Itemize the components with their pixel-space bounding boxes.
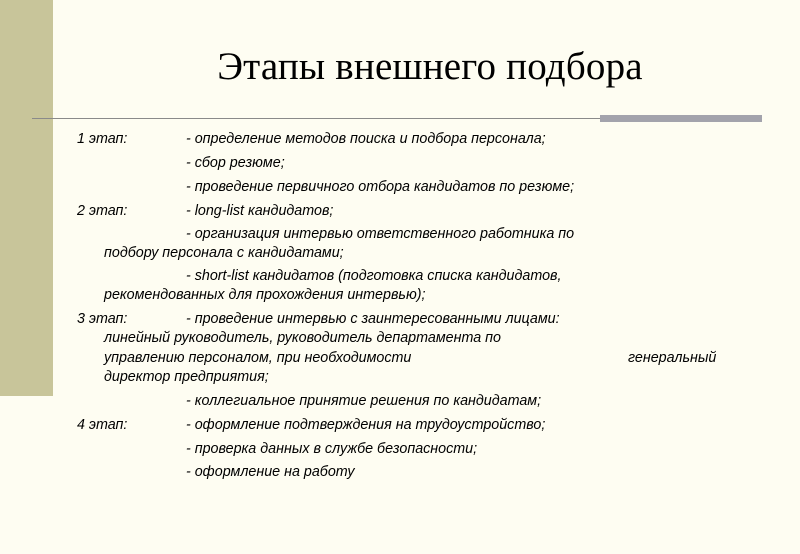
- stage-4-item: - оформление на работу: [186, 464, 355, 480]
- stage-2-item: - short-list кандидатов (подготовка списка кандидатов,: [186, 268, 562, 284]
- stage-3-item-continuation: директор предприятия;: [104, 369, 269, 385]
- stage-3-item-continuation: генеральный: [628, 350, 717, 366]
- stage-2-label: 2 этап:: [77, 203, 128, 219]
- slide-title: Этапы внешнего подбора: [217, 45, 643, 88]
- stage-4-label: 4 этап:: [77, 417, 128, 433]
- stage-2-item-continuation: подбору персонала с кандидатами;: [104, 245, 344, 261]
- stage-1-item: - определение методов поиска и подбора персонала;: [186, 131, 546, 147]
- stage-1-item: - сбор резюме;: [186, 155, 285, 171]
- stage-4-item: - проверка данных в службе безопасности;: [186, 441, 478, 457]
- stage-1-item: - проведение первичного отбора кандидатов по резюме;: [186, 179, 575, 195]
- stage-3-item: - коллегиальное принятие решения по кандидатам;: [186, 393, 542, 409]
- stage-4-item: - оформление подтверждения на трудоустройство;: [186, 417, 546, 433]
- stage-1-label: 1 этап:: [77, 131, 128, 147]
- stage-3-item: - проведение интервью с заинтересованными лицами:: [186, 311, 560, 327]
- stage-2-item: - организация интервью ответственного работника по: [186, 226, 575, 242]
- stage-3-label: 3 этап:: [77, 311, 128, 327]
- stage-2-item-continuation: рекомендованных для прохождения интервью);: [104, 287, 426, 303]
- stage-3-item-continuation: линейный руководитель, руководитель департамента по: [104, 330, 501, 346]
- stage-3-item-continuation: управлению персоналом, при необходимости: [104, 350, 412, 366]
- stage-2-item: - long-list кандидатов;: [186, 203, 334, 219]
